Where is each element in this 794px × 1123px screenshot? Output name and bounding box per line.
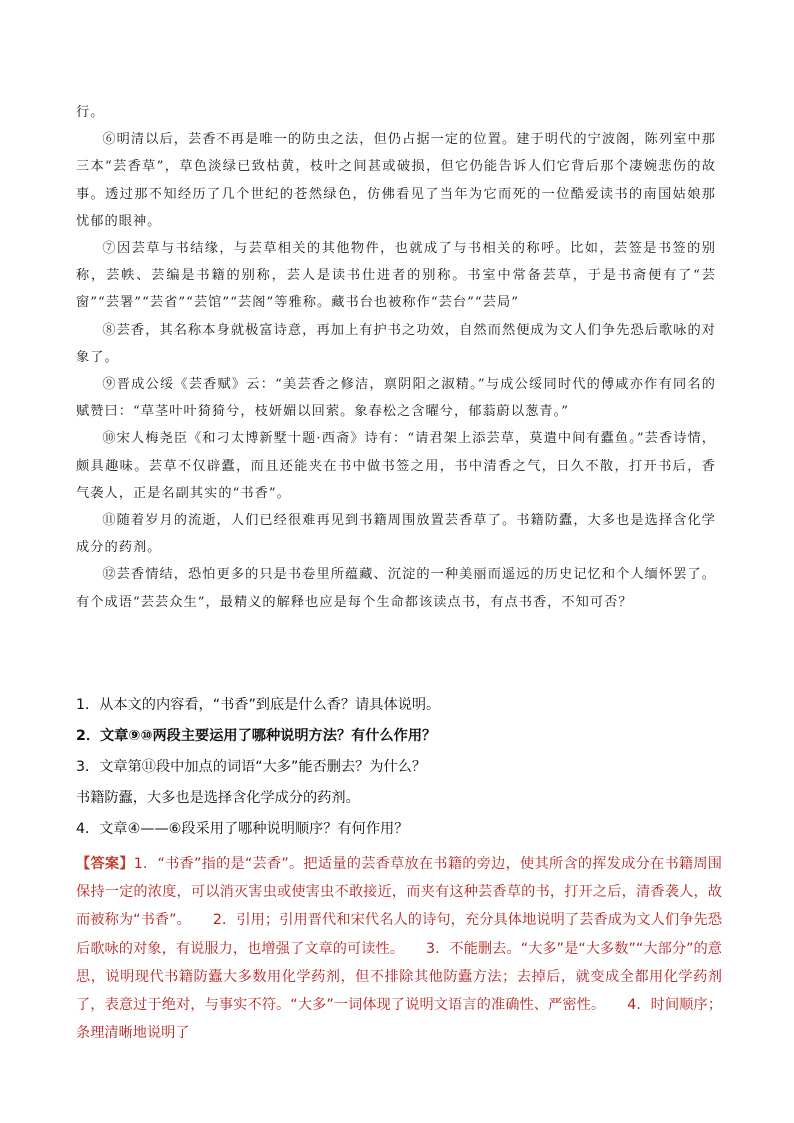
question-2: 2．文章⑨⑩两段主要运用了哪种说明方法？有什么作用？ [76, 728, 437, 744]
passage-paragraph-8: ⑧芸香，其名称本身就极富诗意，再加上有护书之功效，自然而然便成为文人们争先恐后歌咏的对象了。 [76, 322, 716, 365]
passage-paragraph-7: ⑦因芸草与书结缘，与芸草相关的其他物件，也就成了与书相关的称呼。比如，芸签是书签的别称，芸帙、芸编是书籍的别称，芸人是读书仕进者的别称。书室中常备芸草，于是书斋便有了“芸窗”“芸署”“芸省”“芸馆”“芸阁”等雅称。藏书台也被称作“芸台”“芸局” [76, 241, 716, 311]
question-list [76, 690, 716, 845]
question-3: 3．文章第⑪段中加点的词语“大多”能否删去？为什么？ [76, 759, 427, 775]
passage-paragraph-10: ⑩宋人梅尧臣《和刁太博新墅十题·西斋》诗有：“请君架上添芸草，莫遣中间有蠹鱼。”芸香诗情，颇具趣味。芸草不仅辟蠹，而且还能夹在书中做书签之用，书中清香之气，日久不散，打开书后，香气袭人，正是名副其实的“书香”。 [76, 431, 716, 501]
answer-3: 3．不能删去。“大多”是“大多数”“大部分”的意思，说明现代书籍防蠹大多数用化学药剂，但不排除其他防蠹方法；去掉后，就变成全都用化学药剂了，表意过于绝对，与事实不符。“大多”一词体现了说明文语言的准确性、严密性。 [76, 940, 722, 1014]
passage-paragraph-6: ⑥明清以后，芸香不再是唯一的防虫之法，但仍占据一定的位置。建于明代的宁波阁，陈列室中那三本“芸香草”，草色淡绿已致枯黄，枝叶之间甚或破损，但它仍能告诉人们它背后那个凄婉悲伤的故事。透过那不知经历了几个世纪的苍然绿色，仿佛看见了当年为它而死的一位酷爱读书的南国姑娘那忧郁的眼神。 [76, 132, 716, 229]
answer-section [76, 850, 722, 1047]
reading-passage [76, 99, 716, 616]
question-1: 1．从本文的内容看，“书香”到底是什么香？请具体说明。 [76, 697, 441, 713]
answer-label: 【答案】 [76, 856, 134, 872]
passage-paragraph-11: ⑪随着岁月的流逝，人们已经很难再见到书籍周围放置芸香草了。书籍防蠹，大多也是选择含化学成分的药剂。 [76, 513, 716, 556]
question-4: 4．文章④——⑥段采用了哪种说明顺序？有何作用？ [76, 821, 409, 837]
question-3-quoted-sentence: 书籍防蠹，大多也是选择含化学成分的药剂。 [76, 790, 360, 806]
passage-paragraph-12: ⑫芸香情结，恐怕更多的只是书卷里所蕴藏、沉淀的一种美丽而遥远的历史记忆和个人缅怀罢了。有个成语“芸芸众生”，最精义的解释也应是每个生命都该读点书，有点书香，不知可否？ [76, 567, 716, 610]
passage-paragraph-continuation: 行。 [76, 105, 105, 120]
answer-2: 2．引用；引用晋代和宋代名人的诗句，充分具体地说明了芸香成为文人们争先恐后歌咏的对象，有说服力，也增强了文章的可读性。 [76, 912, 723, 957]
answer-4: 4．时间顺序；条理清晰地说明了 [76, 997, 723, 1042]
passage-paragraph-9: ⑨晋成公绥《芸香赋》云：“美芸香之修洁，禀阴阳之淑精。”与成公绥同时代的傅咸亦作有同名的赋赞曰：“草茎叶叶猗猗兮，枝妍媚以回萦。象春松之含曜兮，郁蓊蔚以葱青。” [76, 377, 716, 420]
answer-body [76, 850, 722, 1047]
answer-1: 1．“书香”指的是“芸香”。把适量的芸香草放在书籍的旁边，使其所含的挥发成分在书籍周围保持一定的浓度，可以消灭害虫或使害虫不敢接近，而夹有这种芸香草的书，打开之后，清香袭人，故而被称为“书香”。 [76, 856, 722, 929]
